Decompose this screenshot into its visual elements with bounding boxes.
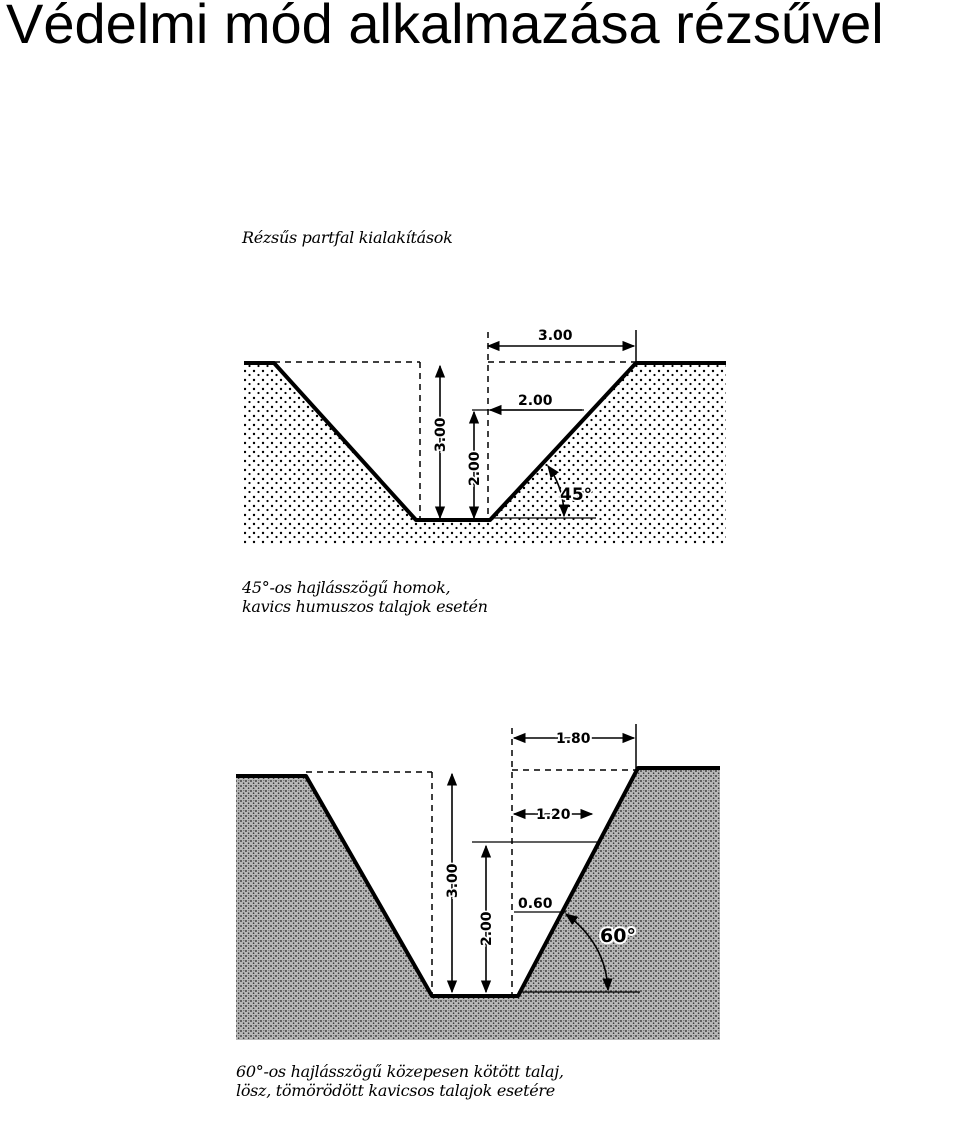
label-mid-width-b: 1.20: [536, 807, 571, 823]
soil-left-bottom: [236, 774, 432, 1040]
soil-right-top: [490, 363, 726, 544]
diagram-top-45: [244, 328, 726, 544]
soil-bottom-bottom: [432, 996, 518, 1040]
label-depth-partial-b: 2.00: [479, 911, 495, 946]
caption-bottom-line1: 60°-os hajlásszögű közepesen kötött talaj,: [236, 1062, 564, 1081]
label-top-width: 3.00: [538, 328, 573, 344]
diagram-bottom-60: [236, 724, 720, 1040]
caption-top: [242, 578, 488, 616]
label-depth-partial: 2.00: [467, 451, 483, 486]
label-angle-45: 45°: [560, 485, 593, 505]
soil-bottom-top: [416, 520, 490, 544]
caption-bottom: [236, 1062, 564, 1100]
label-mid-width: 2.00: [518, 393, 553, 409]
label-low-width-b: 0.60: [518, 896, 553, 912]
label-top-width-b: 1.80: [556, 731, 591, 747]
soil-left-top: [244, 363, 416, 544]
document-heading: Rézsűs partfal kialakítások: [242, 228, 453, 247]
label-depth-total: 3.00: [433, 417, 449, 452]
caption-top-line2: kavics humuszos talajok esetén: [242, 597, 488, 616]
label-depth-total-b: 3.00: [445, 863, 461, 898]
label-angle-60: 60°: [600, 925, 636, 947]
caption-bottom-line2: lösz, tömörödött kavicsos talajok esetére: [236, 1081, 555, 1100]
caption-top-line1: 45°-os hajlásszögű homok,: [242, 578, 451, 597]
slide-title: Védelmi mód alkalmazása rézsűvel: [6, 0, 884, 55]
